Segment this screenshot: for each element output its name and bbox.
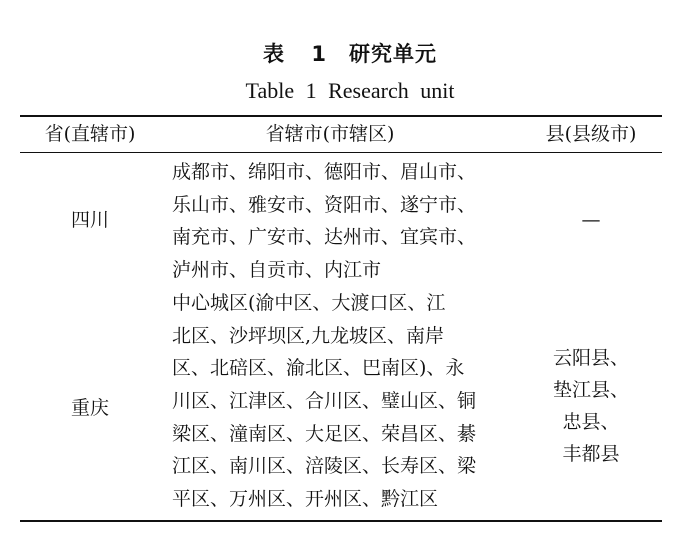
city-line: 川区、江津区、合川区、璧山区、铜 [172,390,477,413]
cell-province-chongqing: 重庆 [70,397,109,419]
city-line: 梁区、潼南区、大足区、荣昌区、綦 [172,422,477,445]
cell-county-sichuan [520,204,662,236]
cell-county-chongqing [520,342,662,470]
county-line: 丰都县 [562,443,620,465]
header-city: 省辖市(市辖区) [265,123,395,145]
header-county: 县(县级市) [545,123,637,145]
cell-cities-sichuan [172,156,510,287]
county-line: 垫江县、 [552,379,629,401]
city-line: 泸州市、自贡市、内江市 [172,259,382,282]
cell-province-sichuan: 四川 [70,209,109,231]
county-line: 云阳县、 [552,347,629,369]
city-line: 南充市、广安市、达州市、宜宾市、 [172,226,477,249]
city-line: 乐山市、雅安市、资阳市、遂宁市、 [172,193,477,216]
city-line: 中心城区(渝中区、大渡口区、江 [172,292,446,314]
cell-cities-chongqing [172,287,510,516]
table-header-rule [20,152,662,153]
table-bottom-rule [20,520,662,522]
city-line: 北区、沙坪坝区,九龙坡区、南岸 [172,324,445,347]
county-line: 忠县、 [562,411,620,433]
city-line: 成都市、绵阳市、德阳市、眉山市、 [172,161,477,183]
city-line: 区、北碚区、渝北区、巴南区)、永 [172,357,465,380]
table-caption-cn: 表 1 研究单元 [263,42,437,66]
table-caption-en: Table 1 Research unit [245,78,455,103]
city-line: 平区、万州区、开州区、黔江区 [172,488,439,511]
table-top-rule [20,115,662,117]
city-line: 江区、南川区、涪陵区、长寿区、梁 [172,455,477,478]
header-province: 省(直辖市) [44,123,136,145]
county-line: — [581,209,601,231]
